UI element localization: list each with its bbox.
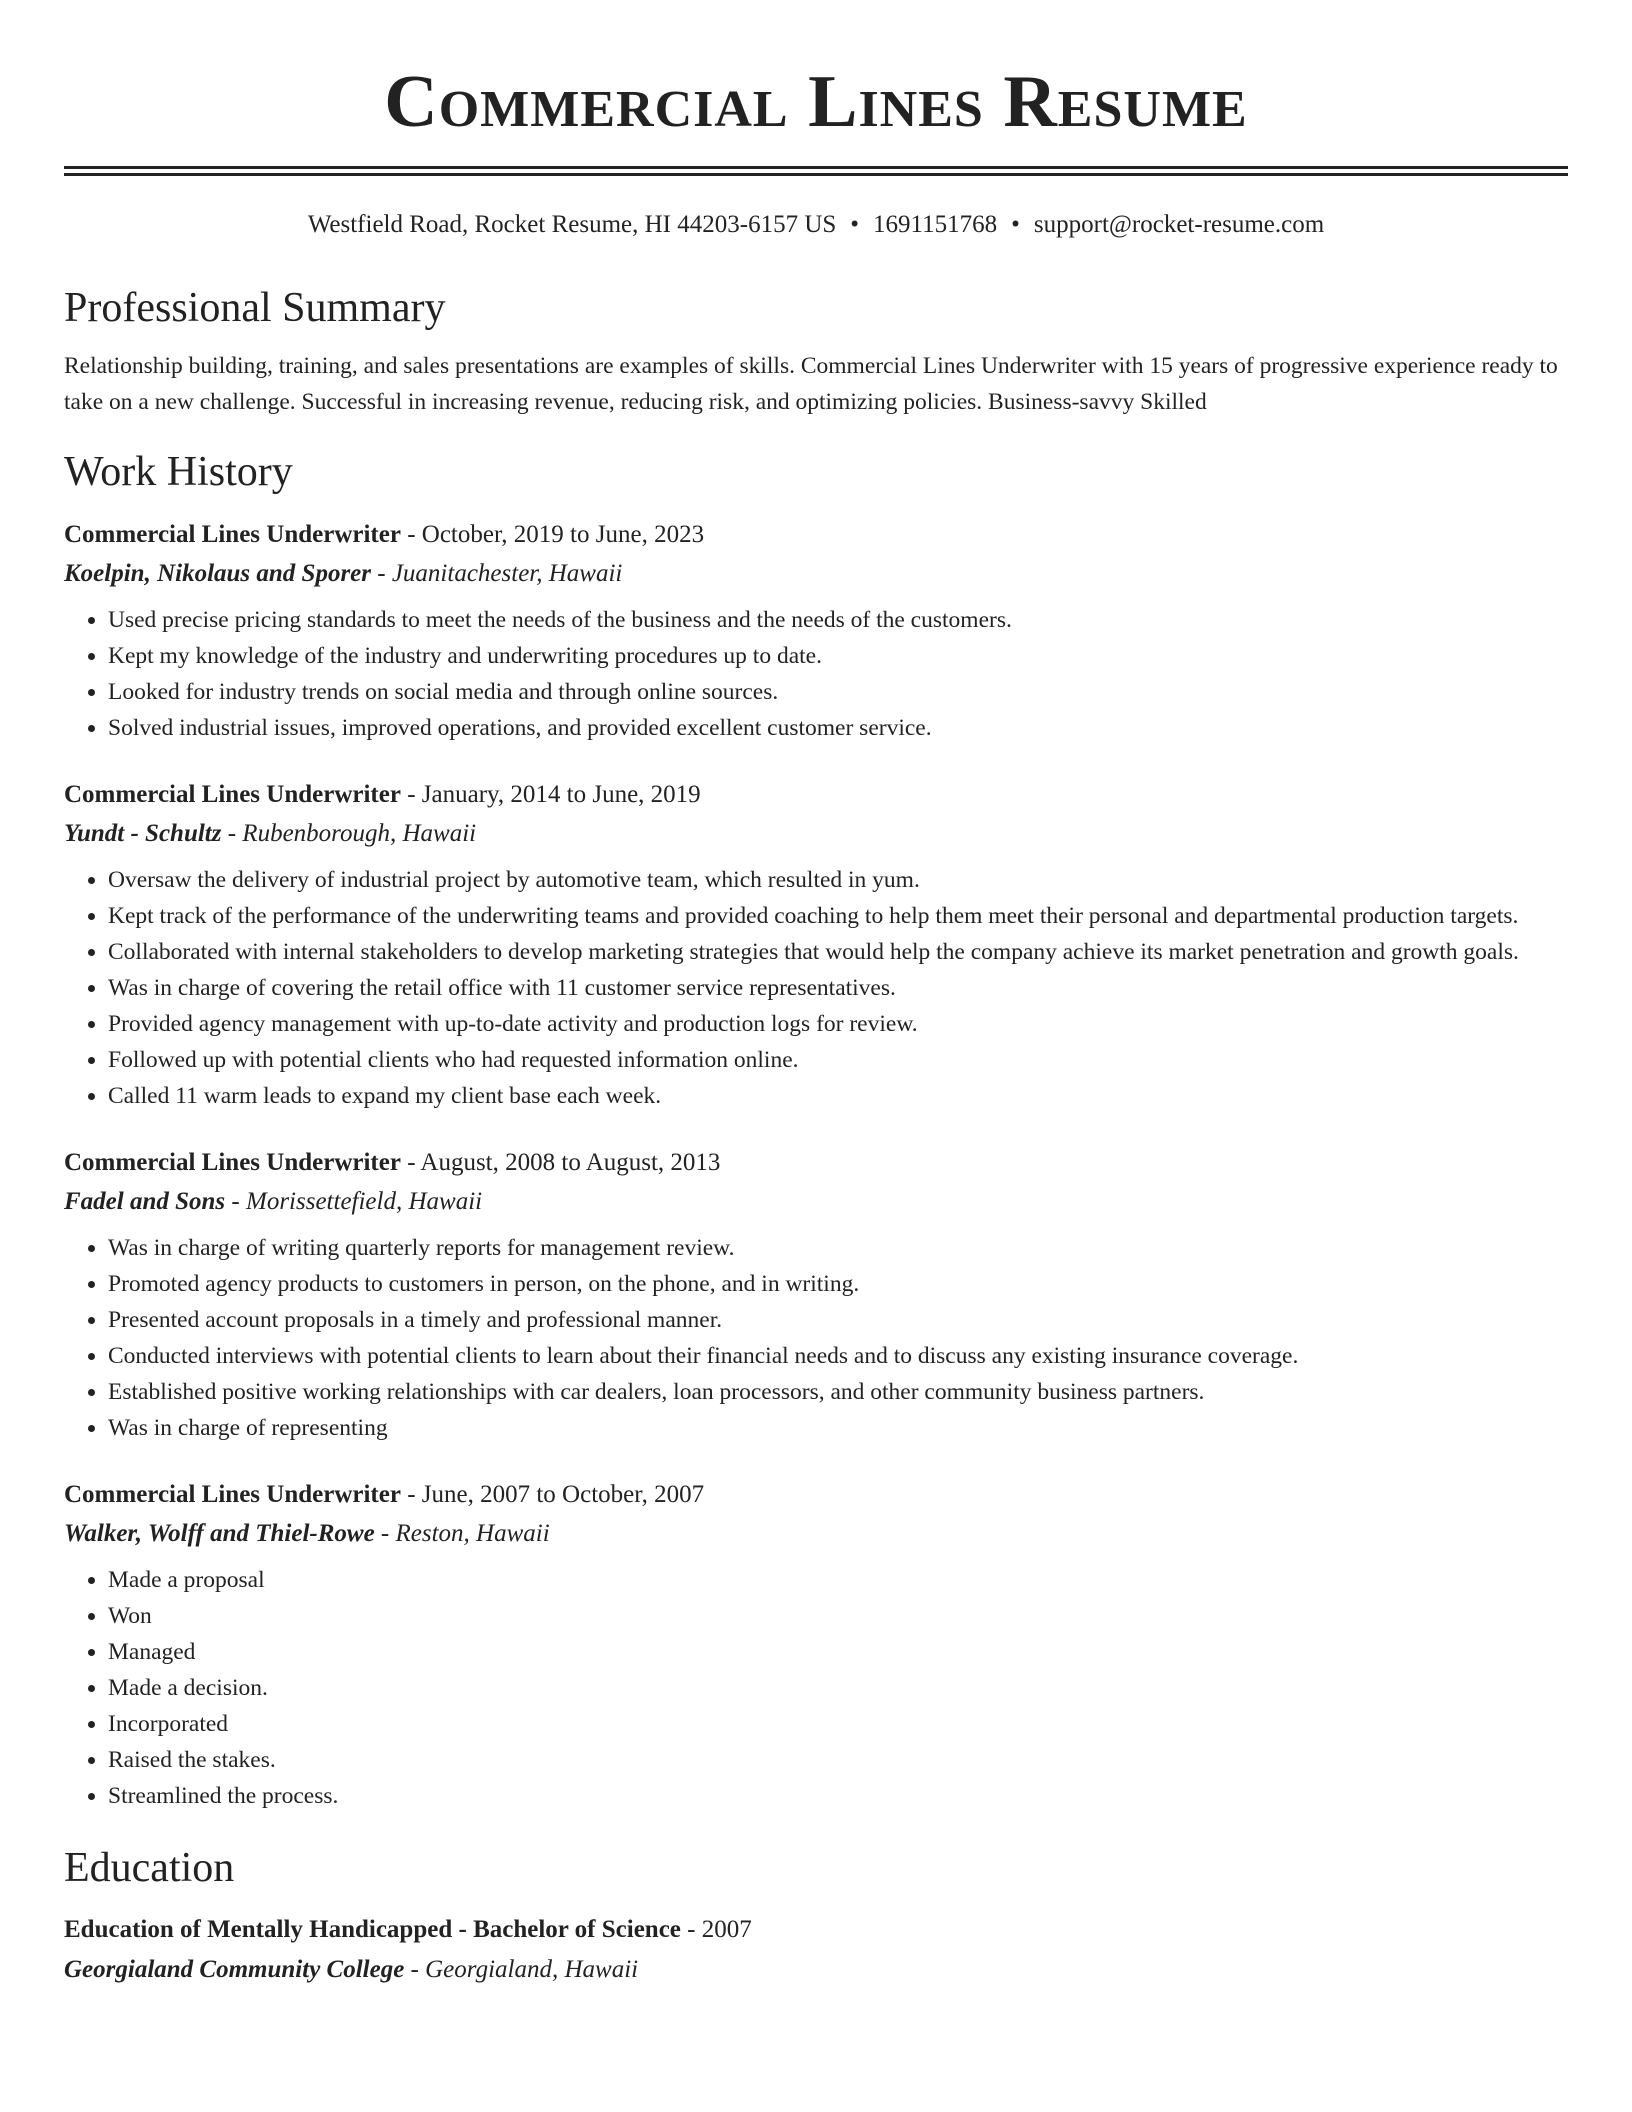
job-dates: - June, 2007 to October, 2007 — [400, 1481, 705, 1508]
job-bullet: • Established positive working relationships with car dealers, loan processors, and other community business partners. — [108, 1374, 1568, 1410]
job-company-line — [64, 554, 1568, 594]
job-bullet: • Followed up with potential clients who had requested information online. — [108, 1042, 1568, 1078]
education-heading: Education — [64, 1845, 235, 1891]
job-bullet: • Called 11 warm leads to expand my client base each week. — [108, 1078, 1568, 1114]
job-entry — [64, 1476, 1568, 1814]
education-degree: Education of Mentally Handicapped - Bachelor of Science — [64, 1916, 681, 1943]
job-location: - Morissettefield, Hawaii — [225, 1188, 483, 1215]
job-company: Koelpin, Nikolaus and Sporer — [64, 560, 372, 587]
job-bullet: • Used precise pricing standards to meet the needs of the business and the needs of the customers. — [108, 602, 1568, 638]
job-bullet: • Collaborated with internal stakeholders to develop marketing strategies that would help the company achieve its market penetration and growth goals. — [108, 934, 1568, 970]
job-bullet: • Kept track of the performance of the underwriting teams and provided coaching to help them meet their personal and departmental production targets. — [108, 898, 1568, 934]
education-year: - 2007 — [680, 1916, 752, 1943]
job-title-line — [64, 516, 1568, 554]
work-history-heading: Work History — [64, 449, 293, 495]
job-bullet-list — [64, 602, 1568, 746]
job-title-line — [64, 1476, 1568, 1514]
summary-heading: Professional Summary — [64, 285, 446, 331]
contact-separator: • — [850, 211, 860, 238]
education-degree-line — [64, 1910, 1568, 1950]
education-list — [64, 1910, 1568, 1990]
work-history-list — [64, 516, 1568, 1814]
job-bullet: • Won — [108, 1598, 1568, 1634]
job-bullet: • Streamlined the process. — [108, 1778, 1568, 1814]
education-school: Georgialand Community College — [64, 1956, 405, 1983]
job-bullet-list — [64, 862, 1568, 1114]
job-role: Commercial Lines Underwriter — [64, 1481, 401, 1508]
job-bullet: • Conducted interviews with potential clients to learn about their financial needs and to discuss any existing insurance coverage. — [108, 1338, 1568, 1374]
job-bullet: • Solved industrial issues, improved operations, and provided excellent customer service. — [108, 710, 1568, 746]
job-bullet-list — [64, 1562, 1568, 1814]
title-divider — [64, 166, 1568, 176]
job-bullet: • Managed — [108, 1634, 1568, 1670]
job-bullet: • Made a decision. — [108, 1670, 1568, 1706]
job-role: Commercial Lines Underwriter — [64, 521, 401, 548]
job-company: Walker, Wolff and Thiel-Rowe — [64, 1520, 375, 1547]
job-entry — [64, 1144, 1568, 1446]
job-role: Commercial Lines Underwriter — [64, 1149, 401, 1176]
job-bullet: • Was in charge of covering the retail office with 11 customer service representatives. — [108, 970, 1568, 1006]
job-entry — [64, 776, 1568, 1114]
job-bullet: • Promoted agency products to customers in person, on the phone, and in writing. — [108, 1266, 1568, 1302]
job-bullet: • Oversaw the delivery of industrial project by automotive team, which resulted in yum. — [108, 862, 1568, 898]
job-title-line — [64, 776, 1568, 814]
job-bullet: • Kept my knowledge of the industry and underwriting procedures up to date. — [108, 638, 1568, 674]
contact-phone: 1691151768 — [873, 211, 998, 238]
job-dates: - August, 2008 to August, 2013 — [400, 1149, 721, 1176]
job-bullet: • Looked for industry trends on social media and through online sources. — [108, 674, 1568, 710]
job-bullet: • Incorporated — [108, 1706, 1568, 1742]
job-bullet: • Raised the stakes. — [108, 1742, 1568, 1778]
job-company-line — [64, 1514, 1568, 1554]
contact-separator: • — [1011, 211, 1020, 238]
job-company-line — [64, 814, 1568, 854]
job-dates: - October, 2019 to June, 2023 — [400, 521, 705, 548]
job-bullet-list — [64, 1230, 1568, 1446]
job-bullet: • Was in charge of writing quarterly reports for management review. — [108, 1230, 1568, 1266]
contact-email: support@rocket-resume.com — [1033, 211, 1325, 238]
job-bullet: • Provided agency management with up-to-date activity and production logs for review. — [108, 1006, 1568, 1042]
job-location: - Juanitachester, Hawaii — [371, 560, 623, 587]
contact-line — [64, 208, 1568, 242]
summary-text: Relationship building, training, and sales presentations are examples of skills. Commercial Lines Underwriter with 15 years of progressive experience ready to take on a new challenge. Successful in increasing revenue, reducing risk, and optimizing policies. Business-savvy Skilled — [64, 353, 1558, 415]
job-location: - Reston, Hawaii — [374, 1520, 550, 1547]
job-title-line — [64, 1144, 1568, 1182]
job-company: Yundt - Schultz — [64, 820, 222, 847]
job-location: - Rubenborough, Hawaii — [221, 820, 477, 847]
education-location: - Georgialand, Hawaii — [404, 1956, 639, 1983]
contact-address: Westfield Road, Rocket Resume, HI 44203-6157 US — [307, 211, 837, 238]
job-bullet: • Made a proposal — [108, 1562, 1568, 1598]
education-school-line — [64, 1950, 1568, 1990]
job-entry — [64, 516, 1568, 746]
resume-page — [64, 0, 1568, 1990]
job-dates: - January, 2014 to June, 2019 — [400, 781, 701, 808]
job-bullet: • Was in charge of representing — [108, 1410, 1568, 1446]
resume-title: Commercial Lines Resume — [384, 61, 1248, 143]
job-company: Fadel and Sons — [64, 1188, 226, 1215]
job-company-line — [64, 1182, 1568, 1222]
job-bullet: • Presented account proposals in a timely and professional manner. — [108, 1302, 1568, 1338]
job-role: Commercial Lines Underwriter — [64, 781, 401, 808]
